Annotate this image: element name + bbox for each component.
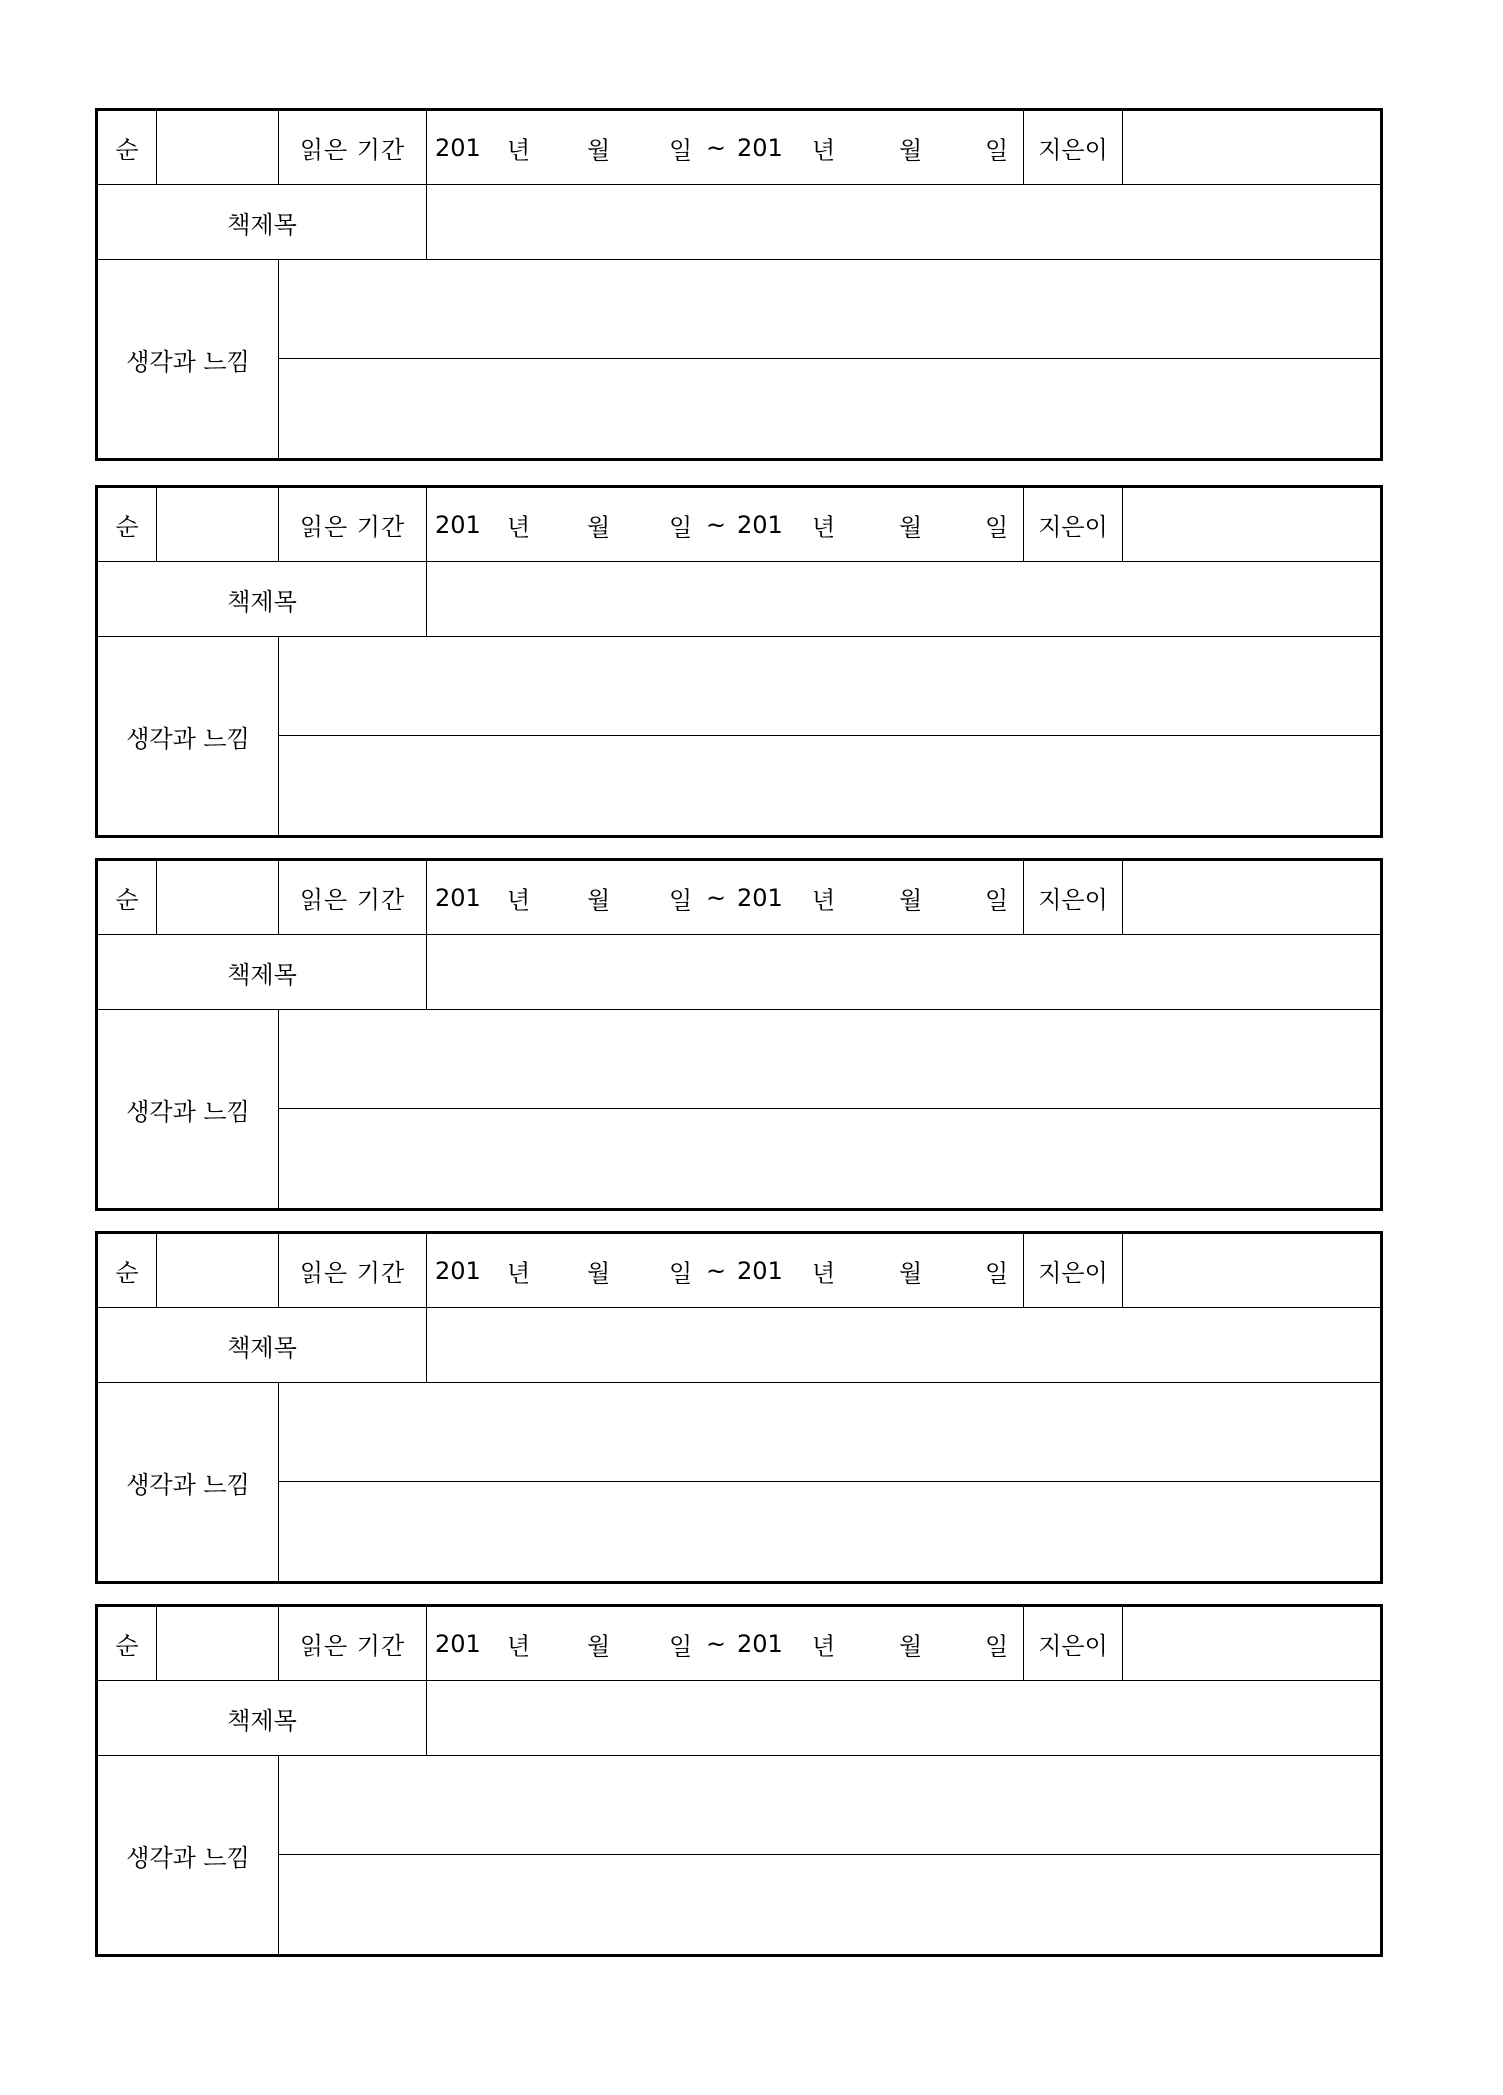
author-field[interactable]	[1122, 111, 1380, 184]
reading-log-form	[95, 108, 1383, 461]
period-tilde: ~	[706, 1629, 727, 1658]
start-year-unit: 년	[507, 1259, 531, 1287]
end-year-unit: 년	[812, 136, 836, 164]
reading-period-field[interactable]	[426, 488, 1023, 561]
seq-label: 순	[115, 886, 139, 914]
thoughts-field	[278, 637, 1380, 835]
thoughts-row	[98, 260, 1380, 458]
seq-field[interactable]	[156, 861, 278, 934]
reading-period-label: 읽은 기간	[278, 1607, 426, 1680]
book-title-label: 책제목	[227, 587, 297, 616]
start-month-unit: 월	[587, 136, 611, 164]
book-title-field[interactable]	[426, 1308, 1380, 1382]
title-row	[98, 1681, 1380, 1756]
start-year-unit: 년	[507, 513, 531, 541]
book-title-label: 책제목	[227, 960, 297, 989]
thoughts-line-2[interactable]	[279, 1855, 1380, 1954]
thoughts-label: 생각과 느낌	[126, 1470, 250, 1499]
author-field[interactable]	[1122, 488, 1380, 561]
thoughts-label: 생각과 느낌	[126, 1843, 250, 1872]
info-row	[98, 861, 1380, 935]
title-row	[98, 562, 1380, 637]
end-month-unit: 월	[899, 886, 923, 914]
info-row	[98, 488, 1380, 562]
thoughts-line-1[interactable]	[279, 637, 1380, 736]
start-year-prefix: 201	[435, 883, 481, 912]
thoughts-field	[278, 1756, 1380, 1954]
author-field[interactable]	[1122, 1234, 1380, 1307]
end-month-unit: 월	[899, 136, 923, 164]
reading-log-form	[95, 1231, 1383, 1584]
thoughts-line-1[interactable]	[279, 260, 1380, 359]
author-label: 지은이	[1023, 1607, 1122, 1680]
end-day-unit: 일	[985, 1632, 1009, 1660]
thoughts-line-1[interactable]	[279, 1010, 1380, 1109]
thoughts-row	[98, 637, 1380, 835]
period-tilde: ~	[706, 510, 727, 539]
reading-period-field[interactable]	[426, 1234, 1023, 1307]
reading-period-label: 읽은 기간	[278, 488, 426, 561]
reading-log-form	[95, 485, 1383, 838]
thoughts-row	[98, 1383, 1380, 1581]
start-month-unit: 월	[587, 513, 611, 541]
info-row	[98, 1607, 1380, 1681]
info-row	[98, 1234, 1380, 1308]
book-title-field[interactable]	[426, 185, 1380, 259]
title-row	[98, 1308, 1380, 1383]
reading-period-label: 읽은 기간	[278, 1234, 426, 1307]
info-row	[98, 111, 1380, 185]
start-day-unit: 일	[669, 1259, 693, 1287]
seq-field[interactable]	[156, 111, 278, 184]
thoughts-line-2[interactable]	[279, 1482, 1380, 1581]
end-day-unit: 일	[985, 136, 1009, 164]
start-year-prefix: 201	[435, 133, 481, 162]
book-title-field[interactable]	[426, 935, 1380, 1009]
seq-field[interactable]	[156, 1607, 278, 1680]
title-row	[98, 185, 1380, 260]
author-label: 지은이	[1023, 488, 1122, 561]
thoughts-field	[278, 260, 1380, 458]
start-day-unit: 일	[669, 136, 693, 164]
end-day-unit: 일	[985, 1259, 1009, 1287]
end-month-unit: 월	[899, 1259, 923, 1287]
book-title-label: 책제목	[227, 1706, 297, 1735]
start-year-unit: 년	[507, 1632, 531, 1660]
thoughts-line-2[interactable]	[279, 736, 1380, 835]
start-month-unit: 월	[587, 886, 611, 914]
thoughts-line-2[interactable]	[279, 359, 1380, 458]
author-field[interactable]	[1122, 861, 1380, 934]
end-day-unit: 일	[985, 886, 1009, 914]
book-title-label: 책제목	[227, 210, 297, 239]
start-year-prefix: 201	[435, 510, 481, 539]
start-day-unit: 일	[669, 1632, 693, 1660]
thoughts-label: 생각과 느낌	[126, 347, 250, 376]
book-title-label: 책제목	[227, 1333, 297, 1362]
start-day-unit: 일	[669, 513, 693, 541]
end-year-unit: 년	[812, 513, 836, 541]
reading-log-form	[95, 1604, 1383, 1957]
seq-field[interactable]	[156, 1234, 278, 1307]
thoughts-line-1[interactable]	[279, 1383, 1380, 1482]
reading-log-form	[95, 858, 1383, 1211]
start-day-unit: 일	[669, 886, 693, 914]
author-label: 지은이	[1023, 861, 1122, 934]
period-tilde: ~	[706, 883, 727, 912]
period-tilde: ~	[706, 133, 727, 162]
thoughts-label: 생각과 느낌	[126, 1097, 250, 1126]
title-row	[98, 935, 1380, 1010]
author-label: 지은이	[1023, 111, 1122, 184]
reading-period-label: 읽은 기간	[278, 111, 426, 184]
end-year-prefix: 201	[737, 883, 783, 912]
start-month-unit: 월	[587, 1259, 611, 1287]
reading-period-label: 읽은 기간	[278, 861, 426, 934]
seq-label: 순	[115, 1259, 139, 1287]
end-month-unit: 월	[899, 513, 923, 541]
end-year-unit: 년	[812, 886, 836, 914]
start-year-unit: 년	[507, 136, 531, 164]
reading-period-field[interactable]	[426, 861, 1023, 934]
author-field[interactable]	[1122, 1607, 1380, 1680]
thoughts-row	[98, 1756, 1380, 1954]
thoughts-label: 생각과 느낌	[126, 724, 250, 753]
seq-label: 순	[115, 136, 139, 164]
thoughts-line-1[interactable]	[279, 1756, 1380, 1855]
thoughts-field	[278, 1383, 1380, 1581]
thoughts-line-2[interactable]	[279, 1109, 1380, 1208]
end-day-unit: 일	[985, 513, 1009, 541]
end-year-prefix: 201	[737, 133, 783, 162]
start-month-unit: 월	[587, 1632, 611, 1660]
end-year-prefix: 201	[737, 1256, 783, 1285]
end-year-unit: 년	[812, 1632, 836, 1660]
end-year-prefix: 201	[737, 1629, 783, 1658]
period-tilde: ~	[706, 1256, 727, 1285]
book-title-field[interactable]	[426, 1681, 1380, 1755]
end-year-unit: 년	[812, 1259, 836, 1287]
start-year-prefix: 201	[435, 1256, 481, 1285]
start-year-prefix: 201	[435, 1629, 481, 1658]
end-month-unit: 월	[899, 1632, 923, 1660]
thoughts-field	[278, 1010, 1380, 1208]
thoughts-row	[98, 1010, 1380, 1208]
seq-label: 순	[115, 513, 139, 541]
book-title-field[interactable]	[426, 562, 1380, 636]
seq-field[interactable]	[156, 488, 278, 561]
start-year-unit: 년	[507, 886, 531, 914]
reading-period-field[interactable]	[426, 1607, 1023, 1680]
author-label: 지은이	[1023, 1234, 1122, 1307]
seq-label: 순	[115, 1632, 139, 1660]
reading-period-field[interactable]	[426, 111, 1023, 184]
end-year-prefix: 201	[737, 510, 783, 539]
